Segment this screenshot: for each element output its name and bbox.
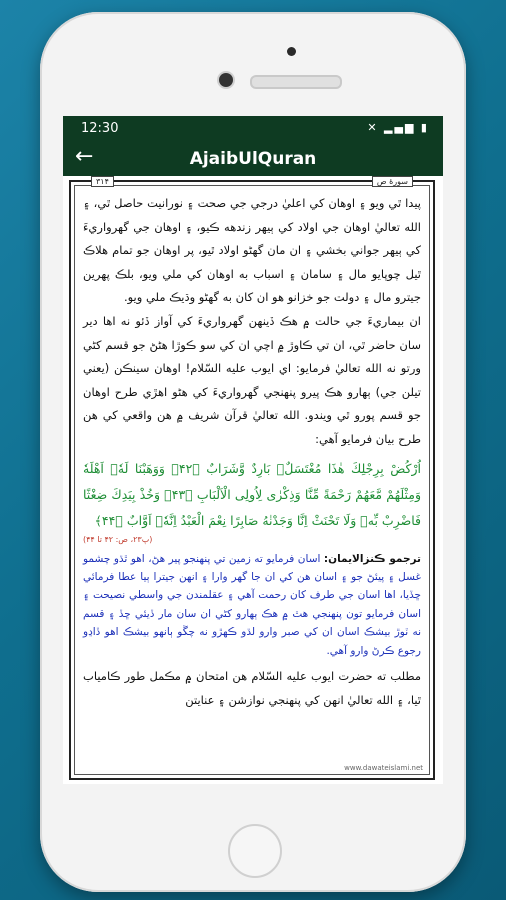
page-number-tab: ۳۱۴ — [91, 176, 114, 187]
status-bar — [63, 116, 443, 140]
quran-verse: اُرْكُضْ بِرِجْلِكَ هٰذَا مُغْتَسَلٌۢ بَارِدٌ وَّشَرَابٌ ﴿۴۲﴾ وَوَهَبْنَا لَهٗۤ اَهْلَهٗ وَمِثْلَهُمْ مَّعَهُمْ رَحْمَةً مِّنَّا وَذِكْرٰى لِاُولِى الْاَلْبَابِ ﴿۴۳﴾ وَخُذْ بِيَدِكَ ضِغْثًا فَاضْرِبْ بِّهٖ وَلَا تَحْنَثْ اِنَّا وَجَدْنٰهُ صَابِرًا نِعْمَ الْعَبْدُ اِنَّهٗۤ اَوَّابٌ ﴿۴۴﴾ — [83, 460, 422, 528]
translation-text: اسان فرمايو ته زمين تي پنهنجو پير هڻ، اهو ٿڌو چشمو غسل ۽ پيئڻ جو ۽ اسان هن کي ان جا گهر وارا ۽ انهن جيترا ٻيا عطا فرمائي ڇڏيا، اها اسان جي طرف کان رحمت آهي ۽ عقلمندن جي واسطي نصيحت ۽ اسان فرمايو تون پنهنجي هٿ ۾ هڪ ٻهارو کڻي ان سان مار ڏيئي ڇڏ ۽ قسم نه ٽوڙ بيشڪ اسان ان کي صبر وارو لڌو ڪهڙو نه چڱو ٻانهو بيشڪ اهو ڏاڍو رجوع ڪرڻ وارو آهي. — [83, 552, 421, 657]
surah-tab: سورهٔ ص — [372, 176, 413, 187]
page-text — [83, 192, 421, 712]
front-sensor — [287, 47, 296, 56]
back-arrow-icon[interactable]: ← — [75, 144, 94, 169]
home-button[interactable] — [228, 824, 282, 878]
status-time: 12:30 — [81, 121, 119, 136]
front-camera — [219, 73, 233, 87]
toolbar — [63, 146, 443, 176]
translation-label: ترجمو ڪنزالايمان: — [323, 552, 421, 565]
status-icons: ✕ ▂▄▆ ▮ — [367, 121, 429, 134]
paragraph-1: پيدا ٿي ويو ۽ اوهان کي اعليٰ درجي جي صحت ۽ نورانيت حاصل ٿي، ۽ الله تعاليٰ اوهان جي اولاد کي ٻيهر زندهه ڪيو، ۽ اوهان جي گهرواريءَ کي ٻيهر جواني بخشي ۽ ان مان گهڻو اولاد ٿيو، پر اوهان جو تمام هلاڪ ٿيل چوپايو مال ۽ سامان ۽ اسباب به اوهان کي ملي ويو، بلڪ پهرين جيترو مال ۽ دولت جو خزانو هو ان کان به گهڻو وڌيڪ ملي ويو. — [83, 196, 421, 305]
page-title: AjaibUlQuran — [189, 149, 317, 169]
app-bar — [63, 116, 443, 176]
watermark: www.dawateislami.net — [344, 764, 423, 772]
book-page — [69, 177, 435, 780]
app-screen — [63, 116, 443, 784]
verse-reference: (پ۲۳، ص: ۴۲ تا ۴۴) — [83, 534, 153, 544]
earpiece — [250, 75, 342, 89]
paragraph-2: ان بيماريءَ جي حالت ۾ هڪ ڏينهن گهرواريءَ کي آواز ڏئو نه اها دير سان حاضر ٿي، ان تي ڪاوڙ ۾ اچي ان کي سو ڪوڙا هڻڻ جو قسم کڻي ورتو نه الله تعاليٰ فرمايو: اي ايوب عليه السّلام! اوهان سينڪن (يعني تيلن جي) ٻهارو هڪ پيرو پنهنجي گهرواريءَ کي هڻو اهڙي طرح اوهان جو قسم پورو ٿي ويندو. الله تعاليٰ قرآن شريف ۾ هن واقعي کي هن طرح بيان فرمايو آهي: — [83, 313, 421, 446]
translation — [83, 550, 421, 660]
explanation: مطلب ته حضرت ايوب عليه السّلام هن امتحان ۾ مڪمل طور ڪامياب ٿيا، ۽ الله تعاليٰ انهن کي پنهنجي نوازشن ۽ عنايتن — [83, 668, 421, 707]
